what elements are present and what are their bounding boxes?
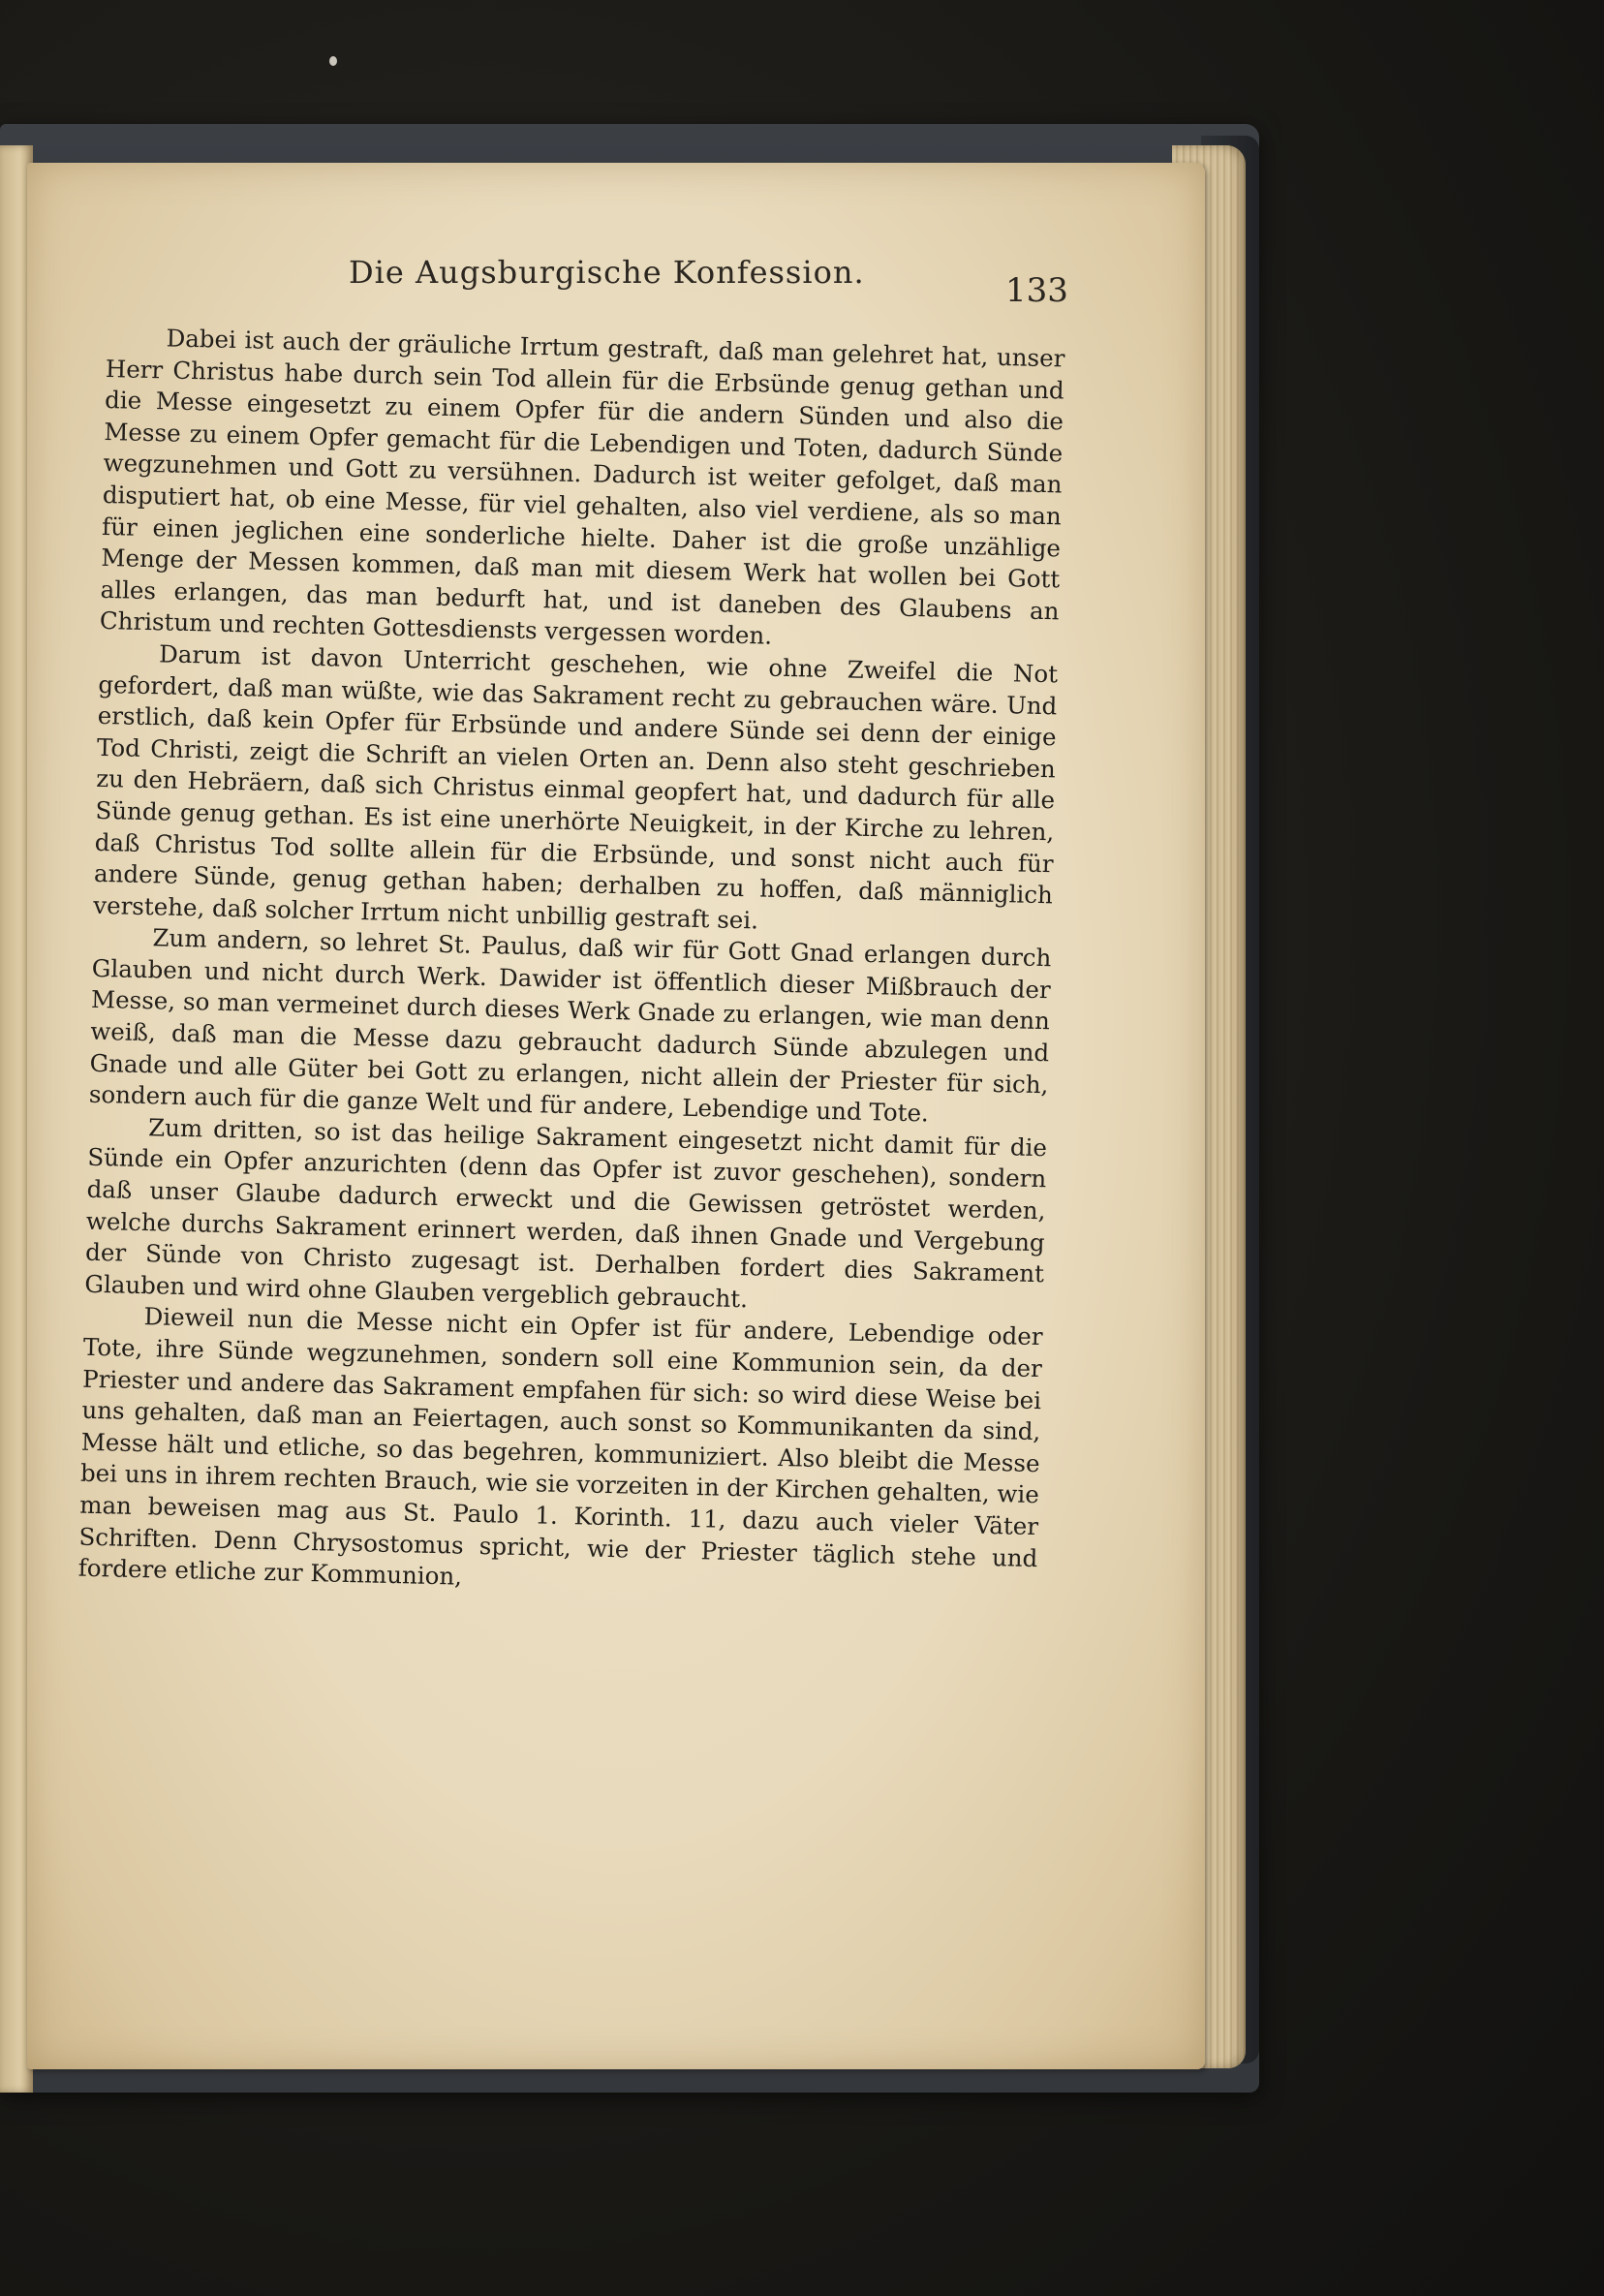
- dust-speck: [329, 56, 337, 66]
- paragraph: Darum ist davon Unterricht geschehen, wie ohne Zweifel die Not gefordert, daß man wüßte, wie das Sakrament recht zu gebrauchen wäre. Und erstlich, daß kein Opfer für Erbsünde und andere Sünde sei denn der einige Tod Christi, zeigt die Schrift an vielen Orten an. Denn also steht geschrieben zu den Hebräern, daß sich Christus einmal geopfert hat, und dadurch für alle Sünde genug gethan. Es ist eine unerhörte Neuigkeit, in der Kirche zu lehren, daß Christus Tod sollte allein für die Erbsünde, und sonst nicht auch für andere Sünde, genug gethan haben; derhalben zu hoffen, daß männiglich verstehe, daß solcher Irrtum nicht unbillig gestraft sei.: [93, 639, 1059, 935]
- paragraph: Dabei ist auch der gräuliche Irrtum gestraft, daß man gelehret hat, unser Herr Christus habe durch sein Tod allein für die Erbsünde genug gethan und die Messe eingesetzt zu einem Opfer für die andern Sünden und also die Messe zu einem Opfer gemacht für die Lebendigen und Toten, dadurch Sünde wegzunehmen und Gott zu versühnen. Dadurch ist weiter gefolget, daß man disputiert hat, ob eine Messe, für viel gehalten, also viel verdiene, als so man für einen jeglichen eine sonderliche hielte. Daher ist die große unzählige Menge der Messen kommen, daß man mit diesem Werk hat wollen bei Gott alles erlangen, das man bedurft hat, und ist daneben des Glaubens an Christum und rechten Gottesdiensts vergessen worden.: [99, 324, 1065, 651]
- running-title: Die Augsburgische Konfession.: [349, 254, 865, 291]
- paragraph: Dieweil nun die Messe nicht ein Opfer ist für andere, Lebendige oder Tote, ihre Sünde wegzunehmen, sondern soll eine Kommunion sein, da der Priester und andere das Sakrament empfahen für sich: so wird diese Weise bei uns gehalten, daß man an Feiertagen, auch sonst so Kommunikanten da sind, Messe hält und etliche, so das begehren, kommuniziert. Also bleibt die Messe bei uns in ihrem rechten Brauch, wie sie vorzeiten in der Kirchen gehalten, wie man beweisen mag aus St. Paulo 1. Korinth. 11, dazu auch vieler Väter Schriften. Denn Chrysostomus spricht, wie der Priester täglich stehe und fordere etliche zur Kommunion,: [77, 1302, 1043, 1591]
- page-number: 133: [1005, 271, 1068, 310]
- paragraph: Zum andern, so lehret St. Paulus, daß wir für Gott Gnad erlangen durch Glauben und nicht durch Werk. Dawider ist öffentlich dieser Mißbrauch der Messe, so man vermeinet durch dieses Werk Gnade zu erlangen, wie man denn weiß, daß man die Messe dazu gebraucht dadurch Sünde abzulegen und Gnade und alle Güter bei Gott zu erlangen, nicht allein der Priester für sich, sondern auch für die ganze Welt und für andere, Lebendige und Tote.: [88, 923, 1052, 1128]
- page-text: [77, 322, 1064, 1606]
- paragraph: Zum dritten, so ist das heilige Sakrament eingesetzt nicht damit für die Sünde ein Opfer anzurichten (denn das Opfer ist zuvor geschehen), sondern daß unser Glaube dadurch erweckt und die Gewissen getröstet werden, welche durchs Sakrament erinnert werden, daß ihnen Gnade und Vergebung der Sünde von Christo zugesagt ist. Derhalben fordert dies Sakrament Glauben und wird ohne Glauben vergeblich gebraucht.: [84, 1113, 1048, 1314]
